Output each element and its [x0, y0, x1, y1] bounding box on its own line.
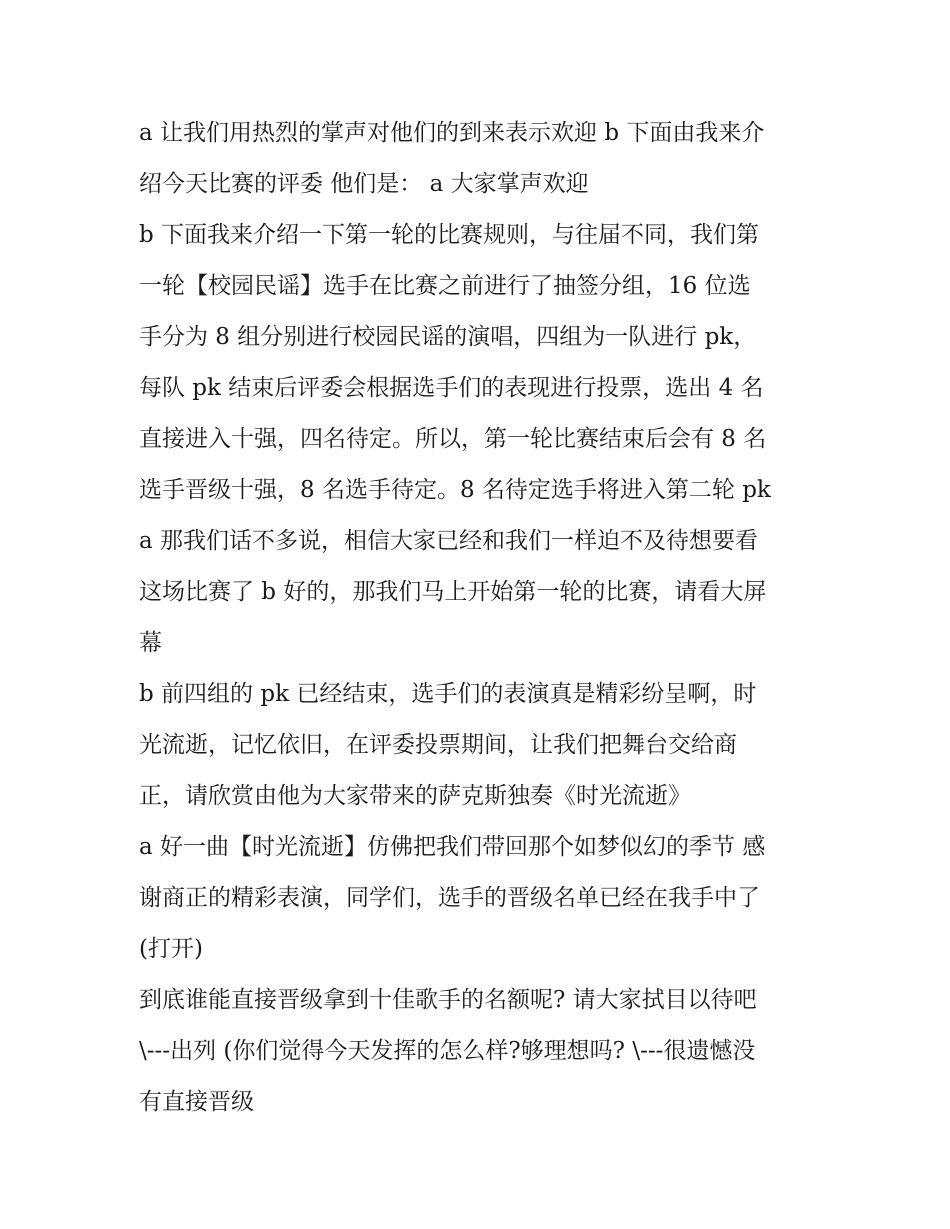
text-line: 幕: [139, 630, 162, 656]
text-line: 手分为 8 组分别进行校园民谣的演唱，四组为一队进行 pk，: [139, 324, 757, 350]
text-line: b 前四组的 pk 已经结束，选手们的表演真是精彩纷呈啊，时: [139, 681, 757, 707]
text-line: 光流逝，记忆依旧，在评委投票期间，让我们把舞台交给商: [139, 732, 737, 758]
text-line: a 那我们话不多说，相信大家已经和我们一样迫不及待想要看: [139, 528, 759, 554]
text-line: 到底谁能直接晋级拿到十佳歌手的名额呢? 请大家拭目以待吧: [139, 987, 757, 1013]
text-line: (打开): [139, 936, 203, 962]
document-body: [139, 108, 819, 1128]
text-line: 正，请欣赏由他为大家带来的萨克斯独奏《时光流逝》: [139, 783, 691, 809]
text-line: 选手晋级十强，8 名选手待定。8 名待定选手将进入第二轮 pk: [139, 477, 771, 503]
text-line: \---出列 (你们觉得今天发挥的怎么样?够理想吗? \---很遗憾没: [139, 1038, 756, 1064]
text-line: b 下面我来介绍一下第一轮的比赛规则，与往届不同，我们第: [139, 222, 760, 248]
text-line: 这场比赛了 b 好的，那我们马上开始第一轮的比赛，请看大屏: [139, 579, 767, 605]
text-line: a 好一曲【时光流逝】仿佛把我们带回那个如梦似幻的季节 感: [139, 834, 766, 860]
text-line: 谢商正的精彩表演，同学们，选手的晋级名单已经在我手中了: [139, 885, 760, 911]
text-line: 有直接晋级: [139, 1089, 254, 1115]
text-line: a 让我们用热烈的掌声对他们的到来表示欢迎 b 下面由我来介: [139, 120, 765, 146]
text-line: 一轮【校园民谣】选手在比赛之前进行了抽签分组，16 位选: [139, 273, 751, 299]
text-line: 每队 pk 结束后评委会根据选手们的表现进行投票，选出 4 名: [139, 375, 764, 401]
text-line: 绍今天比赛的评委 他们是： a 大家掌声欢迎: [139, 171, 589, 197]
text-line: 直接进入十强，四名待定。所以，第一轮比赛结束后会有 8 名: [139, 426, 767, 452]
